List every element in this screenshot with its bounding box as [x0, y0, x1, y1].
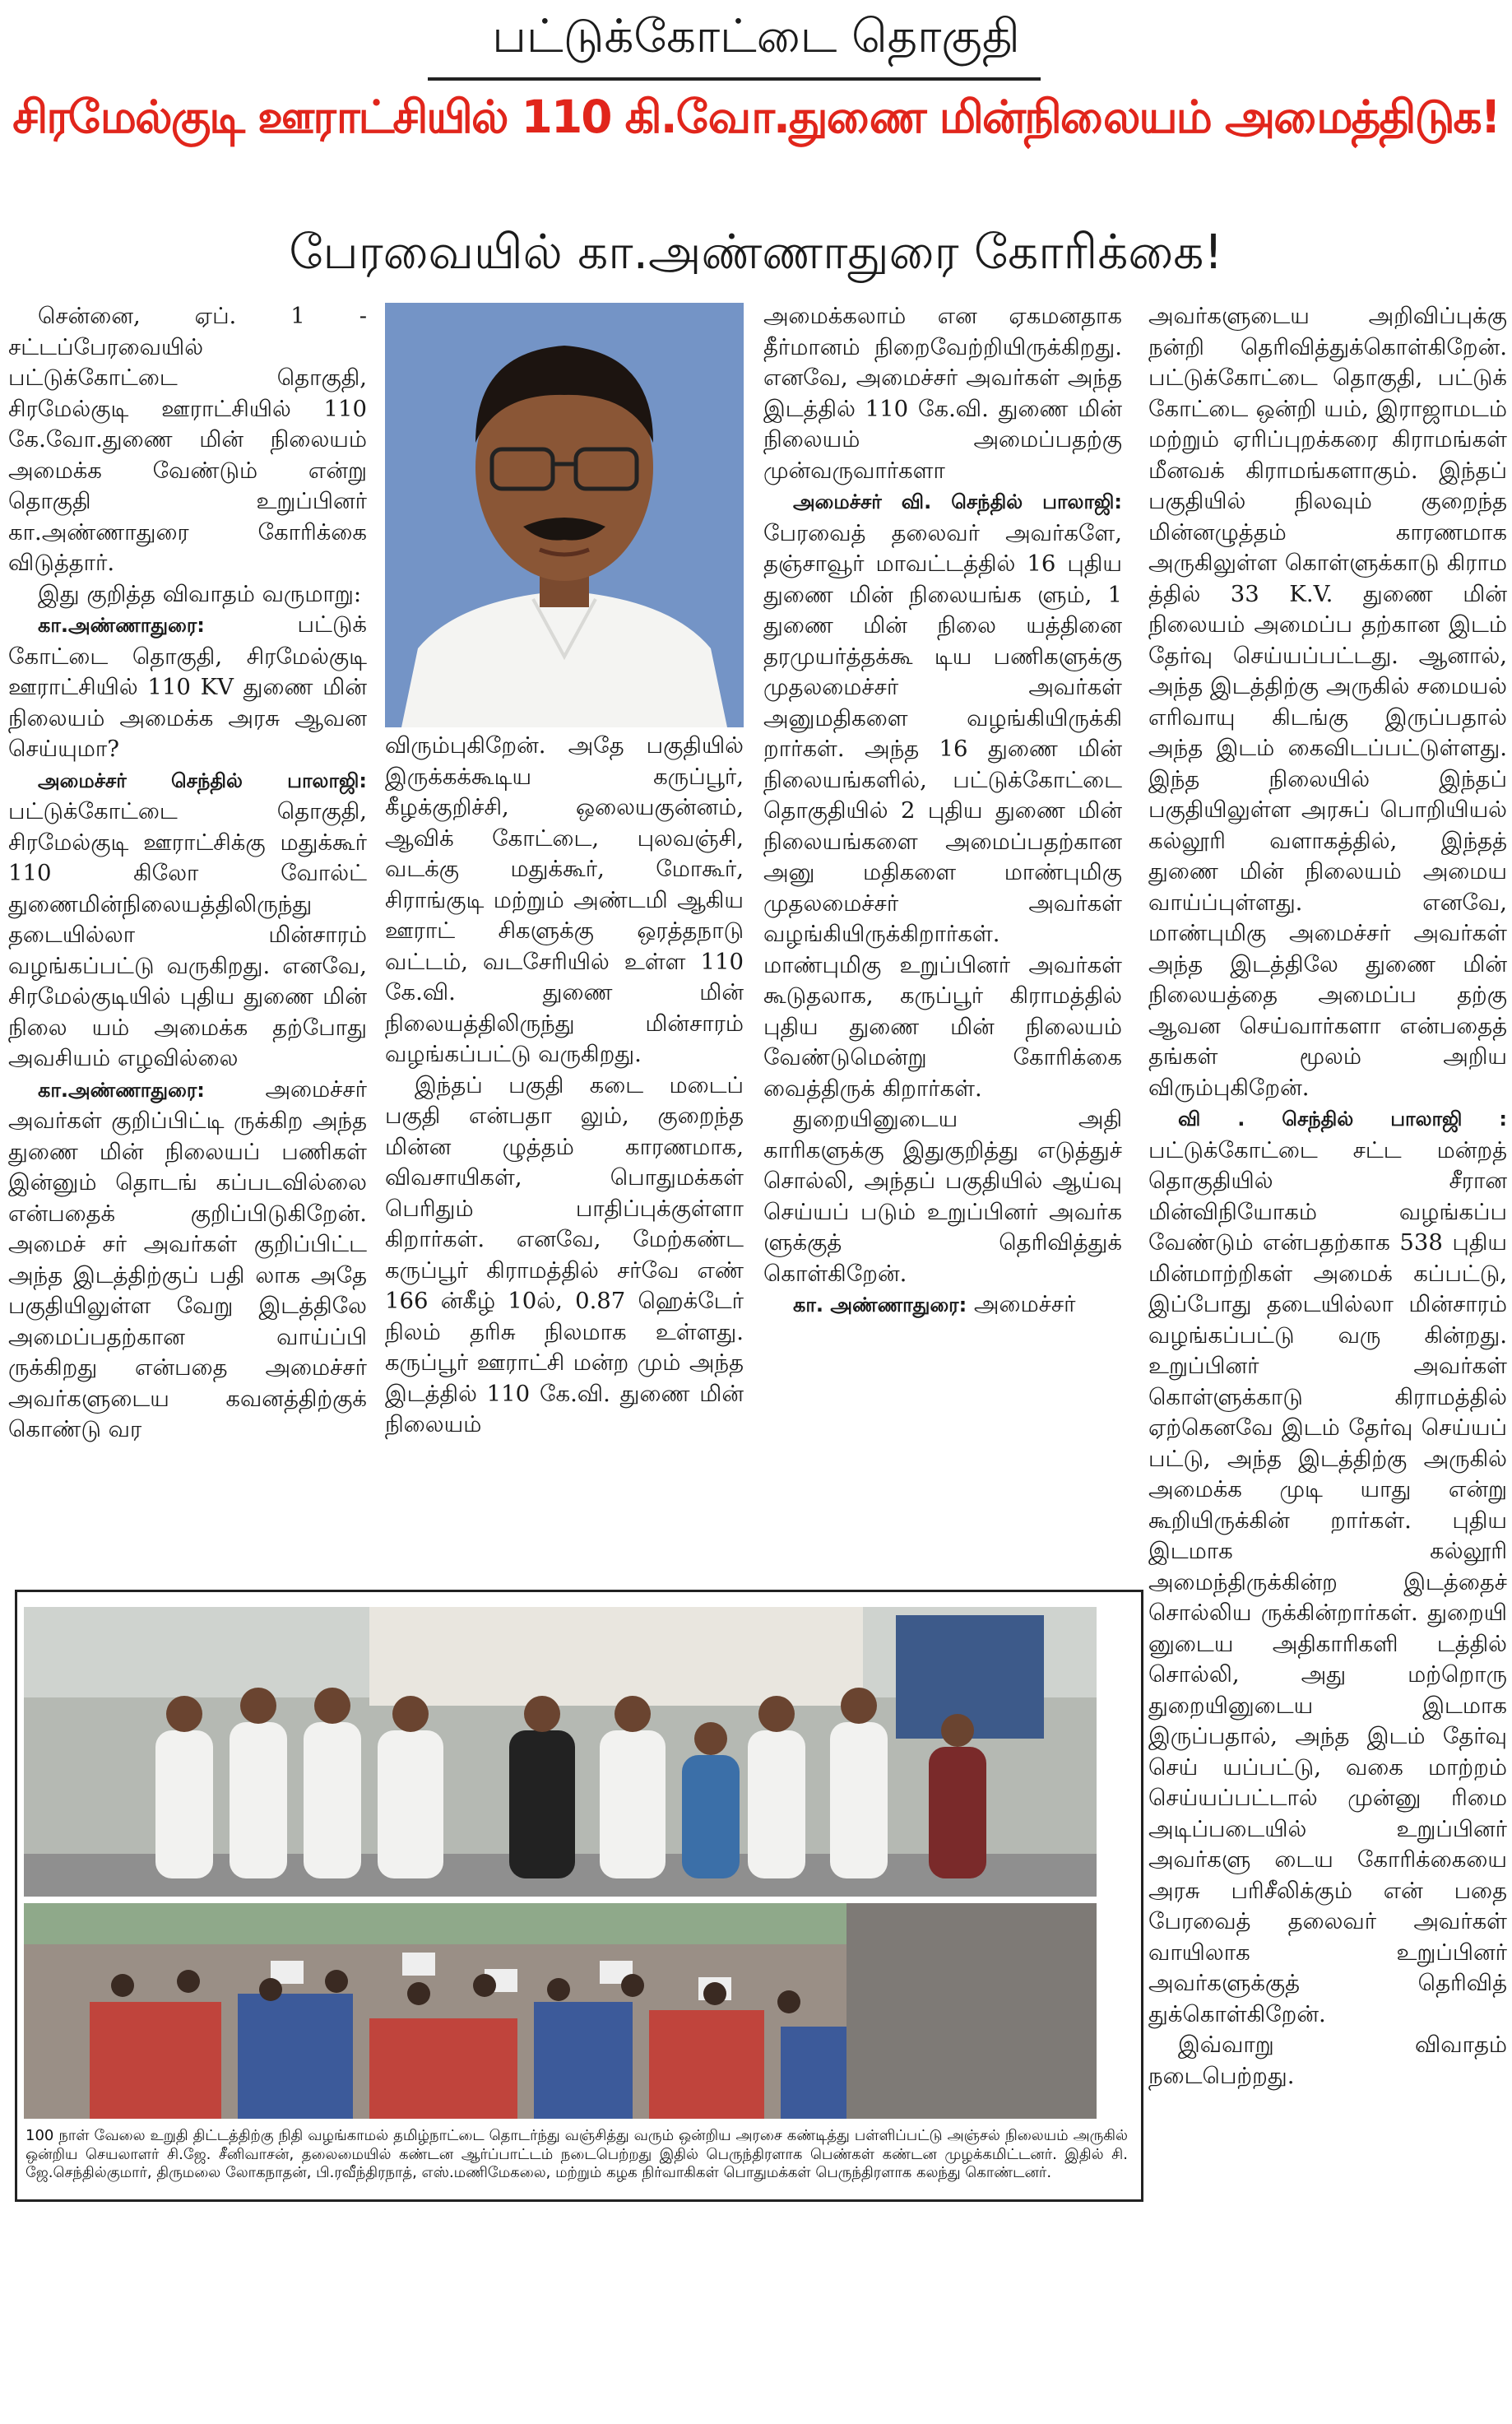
paragraph — [763, 1104, 1122, 1289]
paragraph — [763, 1289, 1122, 1321]
paragraph-text: துறையினுடைய அதி காரிகளுக்கு இதுகுறித்து எடுத்துச் சொல்லி, அந்தப் பகுதியில் ஆய்வு செய்யப் படும் உறுப்பினர் அவர்க ளுக்குத் தெரிவித்துக் கொள்கிறேன். — [763, 1106, 1122, 1287]
speaker-name: வி . செந்தில் பாலாஜி : — [1178, 1108, 1507, 1131]
paragraph — [385, 731, 744, 1070]
paragraph-text: அவர்களுடைய அறிவிப்புக்கு நன்றி தெரிவித்துக்கொள்கிறேன். பட்டுக்கோட்டை தொகுதி, பட்டுக் கோட்டை ஒன்றி யம், இராஜாமடம் மற்றும் ஏரிப்புறக்கரை கிராமங்கள் மீனவக் கிராமங்களாகும். இந்தப் பகுதியில் நிலவும் குறைந்த மின்னழுத்தம் காரணமாக அருகிலுள்ள கொள்ளுக்காடு கிராம த்தில் 33 K.V. துணை மின் நிலையம் அமைப்ப தற்கான இடம் தேர்வு செய்யப்பட்டது. ஆனால், அந்த இடத்திற்கு அருகில் சமையல் எரிவாயு கிடங்கு இருப்பதால் அந்த இடம் கைவிடப்பட்டுள்ளது. இந்த நிலையில் இந்தப் பகுதியிலுள்ள அரசுப் பொறியியல் கல்லூரி வளாகத்தில், இந்தத் துணை மின் நிலையம் அமைய வாய்ப்புள்ளது. எனவே, மாண்புமிகு அமைச்சர் அவர்கள் அந்த இடத்திலே துணை மின் நிலையத்தை அமைப்ப தற்கு ஆவன செய்வார்களா என்பதைத் தங்கள் மூலம் அறிய விரும்புகிறேன். — [1148, 303, 1507, 1101]
paragraph-text: இந்தப் பகுதி கடை மடைப் பகுதி என்பதா லும், குறைந்த மின்ன ழுத்தம் காரணமாக, விவசாயிகள், பொதுமக்கள் பெரிதும் பாதிப்புக்குள்ளா கிறார்கள். எனவே, மேற்கண்ட கருப்பூர் கிராமத்தில் சர்வே எண் 166 ன்கீழ் 10ல், 0.87 ஹெக்டேர் நிலம் தரிசு நிலமாக உள்ளது. கருப்பூர் ஊராட்சி மன்ற மும் அந்த இடத்தில் 110 கே.வி. துணை மின் நிலையம் — [385, 1071, 744, 1437]
protest-photo-crowd — [24, 1903, 1097, 2119]
article-column-2 — [385, 731, 744, 1586]
paragraph-text: பட்டுக் கோட்டை தொகுதி, சிரமேல்குடி ஊராட்சியில் 110 KV துணை மின் நிலையம் அமைக்க அரசு ஆவன செய்யுமா? — [8, 611, 367, 762]
paragraph — [1148, 2030, 1507, 2092]
protest-crowd-illustration — [24, 1903, 1097, 2119]
speaker-name: கா.அண்ணாதுரை: — [38, 614, 205, 637]
speaker-name: கா.அண்ணாதுரை: — [38, 1078, 205, 1102]
paragraph — [763, 486, 1122, 1104]
paragraph — [763, 301, 1122, 486]
paragraph-text: விரும்புகிறேன். அதே பகுதியில் இருக்கக்கூடிய கருப்பூர், கீழக்குறிச்சி, ஒலையகுன்னம், ஆவிக் கோட்டை, புலவஞ்சி, வடக்கு மதுக்கூர், மோகூர், சிராங்குடி மற்றும் அண்டமி ஆகிய ஊராட் சிகளுக்கு ஒரத்தநாடு வட்டம், வடசேரியில் உள்ள 110 கே.வி. துணை மின் நிலையத்திலிருந்து மின்சாரம் வழங்கப்பட்டு வருகிறது. — [385, 732, 744, 1067]
speaker-name: கா. அண்ணாதுரை: — [793, 1293, 967, 1316]
paragraph-text: சென்னை, ஏப். 1 - சட்டப்பேரவையில் பட்டுக்கோட்டை தொகுதி, சிரமேல்குடி ஊராட்சியில் 110 கே.வோ.துணை மின் நிலையம் அமைக்க வேண்டும் என்று தொகுதி உறுப்பினர் கா.அண்ணாதுரை கோரிக்கை விடுத்தார். — [8, 303, 367, 576]
subheadline: பேரவையில் கா.அண்ணாதுரை கோரிக்கை! — [289, 224, 1223, 280]
paragraph — [8, 1075, 367, 1446]
article-column-3 — [763, 301, 1122, 1585]
article-column-4 — [1148, 301, 1507, 2416]
article-column-1 — [8, 301, 367, 1585]
paragraph — [8, 765, 367, 1075]
headline: சிரமேல்குடி ஊராட்சியில் 110 கி.வோ.துணை மின்நிலையம் அமைத்திடுக! — [12, 91, 1500, 143]
protest-leaders-illustration — [24, 1607, 1097, 1897]
photo-caption: 100 நாள் வேலை உறுதி திட்டத்திற்கு நிதி வழங்காமல் தமிழ்நாட்டை தொடர்ந்து வஞ்சித்து வரும் ஒன்றிய அரசை கண்டித்து பள்ளிப்பட்டு அஞ்சல் நிலையம் அருகில் ஒன்றிய செயலாளர் சி.ஜே. சீனிவாசன், தலைமையில் கண்டன ஆர்ப்பாட்டம் நடைபெற்றது இதில் பெருந்திரளாக பெண்கள் கண்டன முழக்கமிட்டனர். இதில் சி. ஜே.செந்தில்குமார், திருமலை லோகநாதன், பி.ரவீந்திரநாத், எஸ்.மணிமேகலை, மற்றும் கழக நிர்வாகிகள் பொதுமக்கள் பெருந்திரளாக கலந்து கொண்டனர். — [26, 2127, 1128, 2181]
paragraph — [1148, 301, 1507, 1103]
paragraph — [1148, 1103, 1507, 2030]
speaker-name: அமைச்சர் செந்தில் பாலாஜி: — [38, 769, 367, 792]
news-photo-block — [15, 1590, 1143, 2202]
paragraph — [385, 1070, 744, 1441]
paragraph-text: அமைச்சர் — [973, 1291, 1076, 1317]
paragraph — [8, 301, 367, 579]
paragraph-text: பட்டுக்கோட்டை சட்ட மன்றத் தொகுதியில் சீரான மின்விநியோகம் வழங்கப்ப வேண்டும் என்பதற்காக 538 புதிய மின்மாற்றிகள் அமைக் கப்பட்டு, இப்போது தடையில்லா மின்சாரம் வழங்கப்பட்டு வரு கின்றது. உறுப்பினர் அவர்கள் கொள்ளுக்காடு கிராமத்தில் ஏற்கெனவே இடம் தேர்வு செய்யப் பட்டு, அந்த இடத்திற்கு அருகில் அமைக்க முடி யாது என்று கூறியிருக்கின் றார்கள். புதிய இடமாக கல்லூரி அமைந்திருக்கின்ற இடத்தைச் சொல்லிய ருக்கின்றார்கள். துறையி னுடைய அதிகாரிகளி டத்தில் சொல்லி, அது மற்றொரு துறையினுடைய இடமாக இருப்பதால், அந்த இடம் தேர்வு செய் யப்பட்டு, வகை மாற்றம் செய்யப்பட்டால் முன்னு ரிமை அடிப்படையில் உறுப்பினர் அவர்களு டைய கோரிக்கையை அரசு பரிசீலிக்கும் என் பதை பேரவைத் தலைவர் அவர்கள் வாயிலாக உறுப்பினர் அவர்களுக்குத் தெரிவித் துக்கொள்கிறேன். — [1148, 1136, 1507, 2027]
paragraph — [8, 579, 367, 611]
speaker-name: அமைச்சர் வி. செந்தில் பாலாஜி: — [793, 490, 1122, 513]
paragraph-text: அமைக்கலாம் என ஏகமனதாக தீர்மானம் நிறைவேற்றியிருக்கிறது. எனவே, அமைச்சர் அவர்கள் அந்த இடத்தில் 110 கே.வி. துணை மின் நிலையம் அமைப்பதற்கு முன்வருவார்களா — [763, 303, 1122, 484]
paragraph-text: அமைச்சர் அவர்கள் குறிப்பிட்டி ருக்கிற அந்த துணை மின் நிலையப் பணிகள் இன்னும் தொடங் கப்படவில்லை என்பதைக் குறிப்பிடுகிறேன். அமைச் சர் அவர்கள் குறிப்பிட்ட அந்த இடத்திற்குப் பதி லாக அதே பகுதியிலுள்ள வேறு இடத்திலே அமைப்பதற்கான வாய்ப்பி ருக்கிறது என்பதை அமைச்சர் அவர்களுடைய கவனத்திற்குக் கொண்டு வர — [8, 1075, 367, 1442]
protest-photo-leaders — [24, 1607, 1097, 1897]
paragraph — [8, 610, 367, 765]
kicker-underline — [428, 77, 1041, 81]
paragraph-text: பேரவைத் தலைவர் அவர்களே, தஞ்சாவூர் மாவட்டத்தில் 16 புதிய துணை மின் நிலையங்க ளும், 1 துணை மின் நிலை யத்தினை தரமுயர்த்தக்கூ டிய பணிகளுக்கு முதலமைச்சர் அவர்கள் அனுமதிகளை வழங்கியிருக்கி றார்கள். அந்த 16 துணை மின் நிலையங்களில், பட்டுக்கோட்டை தொகுதியில் 2 புதிய துணை மின் நிலையங்களை அமைப்பதற்கான அனு மதிகளை மாண்புமிகு முதலமைச்சர் அவர்கள் வழங்கியிருக்கிறார்கள். மாண்புமிகு உறுப்பினர் அவர்கள் கூடுதலாக, கருப்பூர் கிராமத்தில் புதிய துணை மின் நிலையம் வேண்டுமென்று கோரிக்கை வைத்திருக் கிறார்கள். — [763, 519, 1122, 1102]
section-kicker: பட்டுக்கோட்டை தொகுதி — [492, 10, 1020, 63]
paragraph-text: இவ்வாறு விவாதம் நடைபெற்றது. — [1148, 2032, 1507, 2089]
portrait-illustration — [385, 303, 744, 727]
paragraph-text: இது குறித்த விவாதம் வருமாறு: — [38, 580, 362, 607]
portrait-photo — [385, 303, 744, 727]
paragraph-text: பட்டுக்கோட்டை தொகுதி, சிரமேல்குடி ஊராட்சிக்கு மதுக்கூர் 110 கிலோ வோல்ட் துணைமின்நிலையத்திலிருந்து தடையில்லா மின்சாரம் வழங்கப்பட்டு வருகிறது. எனவே, சிரமேல்குடியில் புதிய துணை மின் நிலை யம் அமைக்க தற்போது அவசியம் எழவில்லை — [8, 798, 367, 1071]
